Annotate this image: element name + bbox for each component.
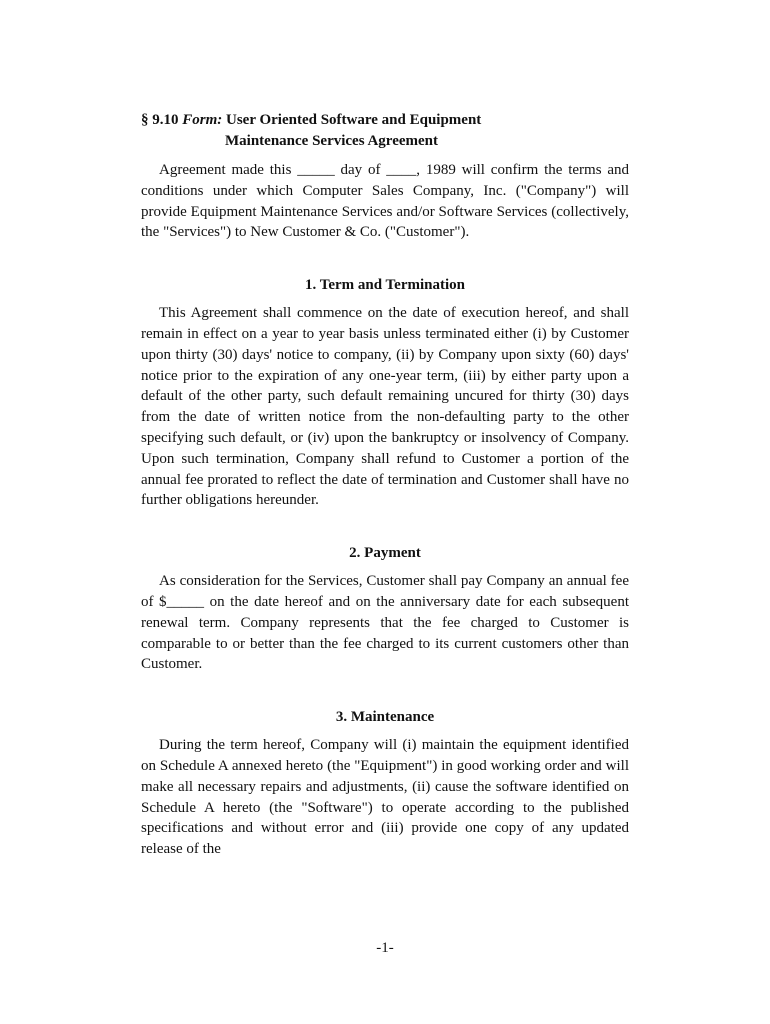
form-label: Form: xyxy=(182,112,223,128)
title-line-2: Maintenance Services Agreement xyxy=(225,133,438,149)
page-number: -1- xyxy=(376,940,394,956)
section-body-maintenance: During the term hereof, Company will (i) maintain the equipment identified on Schedule A annexed hereto (the "Equipment") in good working order and will make all necessary repairs and adjustments, (ii) cause the software identified on Schedule A hereto (the "Software") to operate according to the published specifications and without error and (iii) provide one copy of any updated release of the xyxy=(141,737,629,858)
section-title-maintenance: 3. Maintenance xyxy=(335,709,435,726)
section-number: § 9.10 xyxy=(141,112,179,128)
section-title-payment: 2. Payment xyxy=(349,545,421,562)
document-body xyxy=(141,110,629,860)
title-line-1: User Oriented Software and Equipment xyxy=(226,112,482,128)
intro-paragraph: Agreement made this _____ day of ____, 1989 will confirm the terms and conditions under which Computer Sales Company, Inc. ("Company") will provide Equipment Maintenance Services and/or Software Services (collectively, the "Services") to New Customer & Co. ("Customer"). xyxy=(141,162,629,241)
document-heading xyxy=(141,110,629,152)
section-title-term-and-termination: 1. Term and Termination xyxy=(304,277,466,294)
section-body-payment: As consideration for the Services, Customer shall pay Company an annual fee of $_____ on the date hereof and on the anniversary date for each subsequent renewal term. Company represents that the fee charged to Customer is comparable to or better than the fee charged to its current customers other than Customer. xyxy=(141,573,629,673)
section-body-term-and-termination: This Agreement shall commence on the date of execution hereof, and shall remain in effect on a year to year basis unless terminated either (i) by Customer upon thirty (30) days' notice to company, (ii) by Company upon sixty (60) days' notice prior to the expiration of any one-year term, (iii) by either party upon a default of the other party, such default remaining uncured for thirty (30) days from the date of written notice from the non-defaulting party to the other specifying such default, or (iv) upon the bankruptcy or insolvency of Company. Upon such termination, Company shall refund to Customer a portion of the annual fee prorated to reflect the date of termination and Customer shall have no further obligations hereunder. xyxy=(141,305,629,509)
